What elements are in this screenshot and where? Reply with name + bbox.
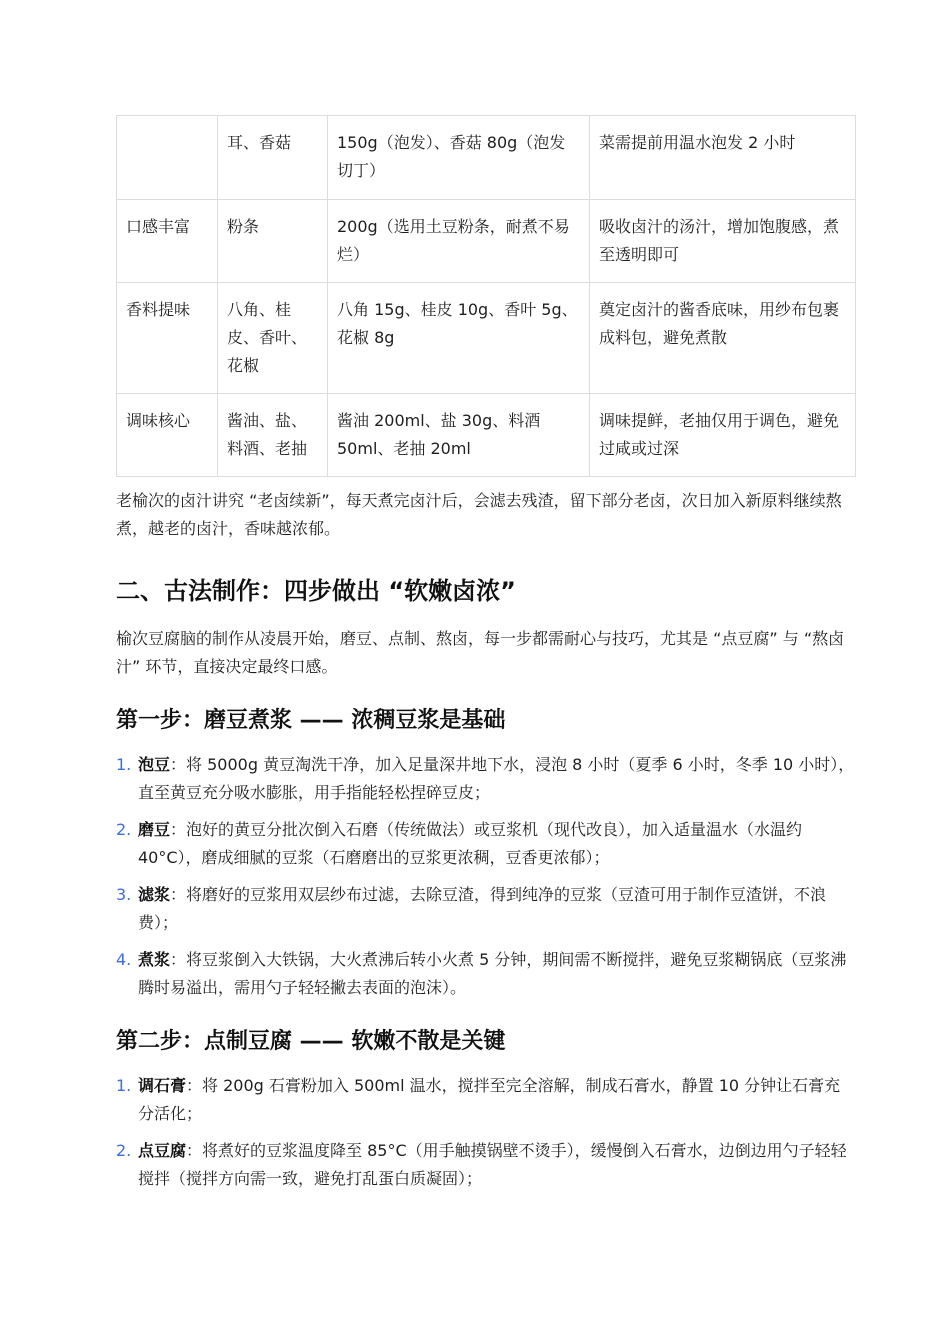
table-cell-amount: 150g（泡发）、香菇 80g（泡发切丁） (328, 116, 590, 200)
list-term: 磨豆 (138, 820, 171, 839)
table-row (117, 116, 856, 200)
list-term: 泡豆 (138, 755, 171, 774)
document-page (116, 115, 855, 1202)
step1-list (116, 751, 855, 1002)
list-item (116, 816, 855, 872)
table-row (117, 283, 856, 394)
list-text: ：将 5000g 黄豆淘洗干净，加入足量深井地下水，浸泡 8 小时（夏季 6 小时，冬季 10 小时），直至黄豆充分吸水膨胀，用手指能轻松捏碎豆皮； (138, 755, 855, 802)
table-cell-note: 调味提鲜，老抽仅用于调色，避免过咸或过深 (590, 394, 856, 477)
table-cell-ingredient: 酱油、盐、料酒、老抽 (218, 394, 328, 477)
list-text: ：将磨好的豆浆用双层纱布过滤，去除豆渣，得到纯净的豆浆（豆渣可用于制作豆渣饼，不浪费）； (138, 885, 827, 932)
table-cell-ingredient: 耳、香菇 (218, 116, 328, 200)
list-number: 4. (116, 950, 132, 969)
table-cell-amount: 200g（选用土豆粉条，耐煮不易烂） (328, 200, 590, 283)
table-cell-category: 调味核心 (117, 394, 218, 477)
section-intro: 榆次豆腐脑的制作从凌晨开始，磨豆、点制、熬卤，每一步都需耐心与技巧，尤其是 “点豆腐” 与 “熬卤汁” 环节，直接决定最终口感。 (116, 629, 845, 676)
list-term: 点豆腐 (138, 1141, 187, 1160)
table-cell-amount: 酱油 200ml、盐 30g、料酒 50ml、老抽 20ml (328, 394, 590, 477)
table-row (117, 394, 856, 477)
table-cell-note: 吸收卤汁的汤汁，增加饱腹感，煮至透明即可 (590, 200, 856, 283)
list-item (116, 881, 855, 937)
table-cell-note: 菜需提前用温水泡发 2 小时 (590, 116, 856, 200)
list-term: 调石膏 (138, 1076, 187, 1095)
table-cell-ingredient: 粉条 (218, 200, 328, 283)
list-term: 煮浆 (138, 950, 171, 969)
list-item (116, 751, 855, 807)
table-cell-amount: 八角 15g、桂皮 10g、香叶 5g、花椒 8g (328, 283, 590, 394)
list-item (116, 1072, 855, 1128)
list-number: 1. (116, 755, 132, 774)
list-number: 1. (116, 1076, 132, 1095)
step2-heading: 第二步：点制豆腐 —— 软嫩不散是关键 (116, 1029, 506, 1054)
list-item (116, 946, 855, 1002)
table-cell-category (117, 116, 218, 200)
step2-list (116, 1072, 855, 1193)
table-row (117, 200, 856, 283)
list-number: 2. (116, 1141, 132, 1160)
list-text: ：泡好的黄豆分批次倒入石磨（传统做法）或豆浆机（现代改良），加入适量温水（水温约 40°C），磨成细腻的豆浆（石磨磨出的豆浆更浓稠，豆香更浓郁）； (138, 820, 803, 867)
section-heading: 二、古法制作：四步做出 “软嫩卤浓” (116, 577, 516, 605)
old-brine-paragraph: 老榆次的卤汁讲究 “老卤续新”，每天煮完卤汁后，会滤去残渣，留下部分老卤，次日加入新原料继续熬煮，越老的卤汁，香味越浓郁。 (116, 491, 842, 538)
list-term: 滤浆 (138, 885, 171, 904)
table-cell-ingredient: 八角、桂皮、香叶、花椒 (218, 283, 328, 394)
table-cell-note: 奠定卤汁的酱香底味，用纱布包裹成料包，避免煮散 (590, 283, 856, 394)
step1-heading: 第一步：磨豆煮浆 —— 浓稠豆浆是基础 (116, 708, 506, 733)
table-cell-category: 口感丰富 (117, 200, 218, 283)
ingredient-table (116, 115, 856, 477)
list-text: ：将煮好的豆浆温度降至 85°C（用手触摸锅壁不烫手），缓慢倒入石膏水，边倒边用勺子轻轻搅拌（搅拌方向需一致，避免打乱蛋白质凝固）； (138, 1141, 847, 1188)
list-text: ：将豆浆倒入大铁锅，大火煮沸后转小火煮 5 分钟，期间需不断搅拌，避免豆浆糊锅底（豆浆沸腾时易溢出，需用勺子轻轻撇去表面的泡沫）。 (138, 950, 847, 997)
list-number: 3. (116, 885, 132, 904)
list-number: 2. (116, 820, 132, 839)
table-cell-category: 香料提味 (117, 283, 218, 394)
list-text: ：将 200g 石膏粉加入 500ml 温水，搅拌至完全溶解，制成石膏水，静置 10 分钟让石膏充分活化； (138, 1076, 841, 1123)
list-item (116, 1137, 855, 1193)
